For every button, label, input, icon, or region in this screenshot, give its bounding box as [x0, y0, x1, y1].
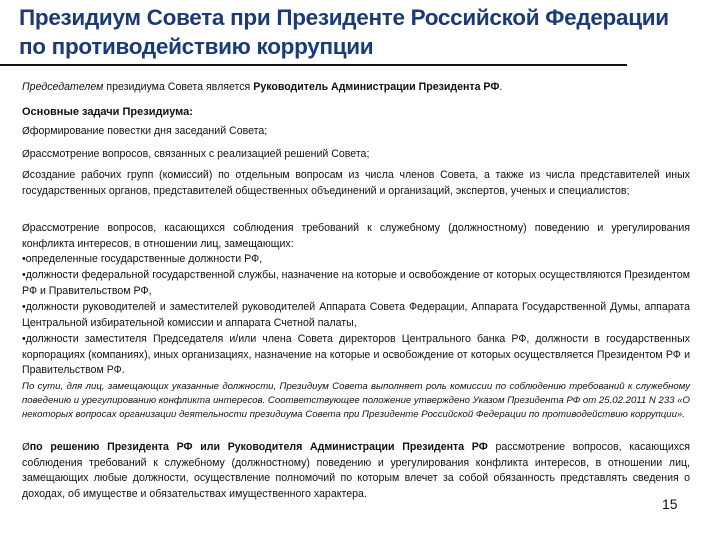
- chairman-statement: Председателем президиума Совета является Руководитель Администрации Президента РФ.: [22, 81, 503, 93]
- tasks-heading: Основные задачи Президиума:: [22, 106, 193, 118]
- task-item: Øрассмотрение вопросов, касающихся соблюдения требований к служебному (должностному) поведению и урегулирования конфликта интересов, в отношении лиц, замещающих:: [22, 222, 690, 250]
- task-item-last: Øпо решению Президента РФ или Руководителя Администрации Президента РФ рассмотрение вопросов, касающихся соблюдения требований к служебному (должностному) поведению и урегулирования конфликта интересов, в отношении лиц, замещающих любые должности, осуществление полномочий по которым влечет за собой обязанность представлять сведения о доходах, об имуществе и обязательствах имущественного характера.: [22, 441, 690, 500]
- arrow-bullet-icon: Ø: [22, 170, 30, 181]
- arrow-bullet-icon: Ø: [22, 442, 30, 453]
- page-number: 15: [662, 496, 678, 512]
- task-item: Øформирование повестки дня заседаний Совета;: [22, 125, 268, 137]
- position-item: •должности руководителей и заместителей руководителей Аппарата Совета Федерации, Аппарата Государственной Думы, аппарата Центральной избирательной комиссии и аппарата Счетной палаты,: [22, 301, 690, 329]
- arrow-bullet-icon: Ø: [22, 149, 30, 160]
- note-paragraph: По сути, для лиц, замещающих указанные должности, Президиум Совета выполняет роль комиссии по соблюдению требований к служебному поведению и урегулированию конфликта интересов. Соответствующее положение утверждено Указом Президента РФ от 25.02.2011 N 233 «О некоторых вопросах организации деятельности президиума Совета при Президенте Российской Федерации по противодействию коррупции».: [22, 381, 690, 421]
- title-line-1: Президиум Совета при Президенте Российской Федерации: [19, 5, 669, 30]
- position-item: •определенные государственные должности РФ,: [22, 253, 263, 265]
- arrow-bullet-icon: Ø: [22, 126, 30, 137]
- position-item: •должности федеральной государственной службы, назначение на которые и освобождение от которых осуществляются Президентом РФ и Правительством РФ,: [22, 269, 690, 297]
- slide-title: [19, 3, 669, 61]
- task-item: Øрассмотрение вопросов, связанных с реализацией решений Совета;: [22, 148, 370, 160]
- title-line-2: по противодействию коррупции: [19, 34, 374, 59]
- title-divider: [0, 64, 627, 66]
- position-item: •должности заместителя Председателя и/или члена Совета директоров Центрального банка РФ, должности в государственных корпорациях (компаниях), иных организациях, назначение на которые и освобождение от которых осуществляется Президентом РФ и Правительством РФ.: [22, 333, 690, 376]
- arrow-bullet-icon: Ø: [22, 223, 30, 234]
- task-item: Øсоздание рабочих групп (комиссий) по отдельным вопросам из числа членов Совета, а также из числа представителей иных государственных органов, представителей общественных объединений и организаций, экспертов, ученых и специалистов;: [22, 169, 690, 197]
